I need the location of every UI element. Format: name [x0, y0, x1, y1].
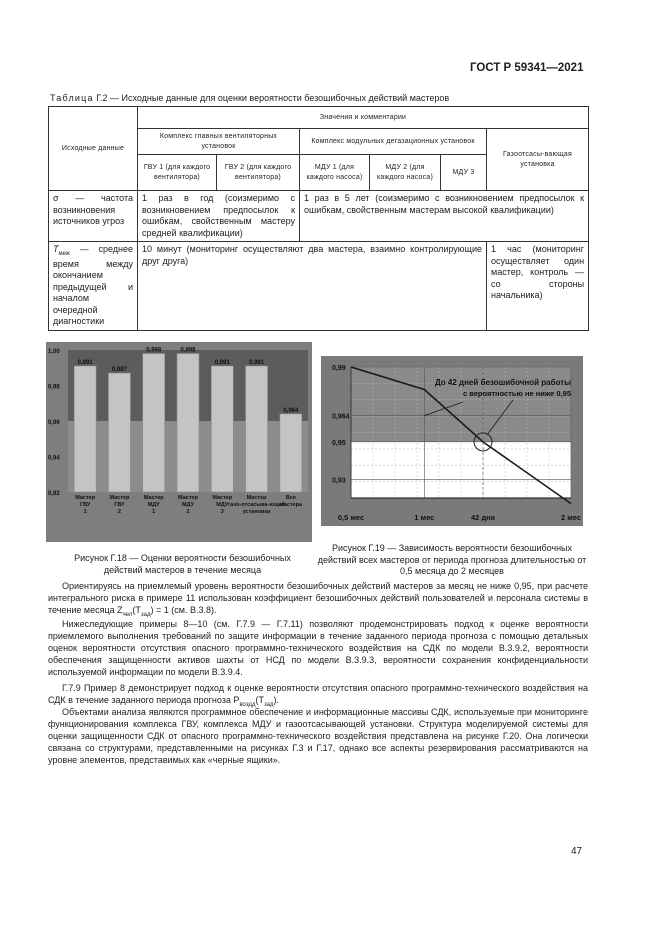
bar-category-label: МДУ [216, 502, 229, 508]
header-gvu2: ГВУ 2 (для каждого вентилятора) [217, 155, 300, 191]
paragraph-example-8 [48, 683, 588, 710]
paragraph-3-sub: воздд [239, 701, 256, 708]
paragraph-acceptable-level [48, 581, 588, 619]
bar-category-label: 2 [117, 509, 121, 515]
bar-category-label: Все [285, 495, 296, 501]
bar-value-label: 0,991 [214, 359, 230, 366]
annotation-line-1: До 42 дней безошибочной работы [434, 378, 571, 387]
header-source-data: Исходные данные [49, 107, 138, 191]
y-tick-label: 0,93 [332, 477, 346, 485]
bar-value-label: 0,987 [111, 367, 127, 374]
header-mdu2: МДУ 2 (для каждого насоса) [370, 155, 441, 191]
bar-category-label: МДУ [147, 502, 160, 508]
paragraph-1-sub: чел [122, 611, 133, 618]
paragraph-3-end: ). [273, 694, 280, 705]
header-gvu-group: Комплекс главных вентиляторных установок [138, 129, 300, 155]
row-tmezh-gvu-mdu: 10 минут (мониторинг осуществляют два мастера, взаимно контролирующие друг друга) [138, 242, 487, 331]
bar-category-label: Мастер [178, 495, 198, 501]
paragraph-examples: Нижеследующие примеры 8—10 (см. Г.7.9 — Г.7.11) позволяют продемонстрировать подход к оценке вероятности приемлемого выполнения требований по защите информации в течение заданного периода прогноза с помощью детальных оценок вероятности отсутствия опасного программно-технического воздействия на СДК по модели В.3.9.2, вероятности обеспечения защищенности активов шахты от НСД по модели В.3.9.3, вероятности сохранения конфиденциальности используемой информации по модели В.3.9.4. [48, 619, 588, 677]
bar-value-label: 0,998 [146, 347, 162, 354]
bar [211, 366, 233, 492]
row-tmezh-label [49, 242, 138, 331]
row-sigma-others: 1 раз в 5 лет (соизмеримо с возникновением предпосылок к ошибкам, свойственным мастерам высокой квалификации) [300, 191, 589, 242]
y-tick-label: 0,99 [332, 365, 346, 372]
y-tick-label: 0,95 [332, 439, 346, 447]
bar-category-label: ГВУ [114, 502, 125, 508]
table-caption-prefix: Таблица [50, 93, 94, 103]
x-tick-label: 0,5 мес [337, 513, 365, 522]
tmezh-symbol: T [53, 244, 59, 255]
paragraph-1-text: Ориентируясь на приемлемый уровень вероятности безошибочных действий мастеров за месяц не ниже 0,95, при расчете интегрального риска в примере 11 использован коэффициент безошибочных действий пользователей и персонала системы в течение месяца Z [48, 581, 588, 615]
row-sigma-label: σ — частота возникновения источников угроз [49, 191, 138, 242]
header-mdu3: МДУ 3 [441, 155, 487, 191]
paragraph-3-tail: (T [255, 694, 264, 705]
bar [74, 366, 96, 492]
bar-category-label: 2 [186, 509, 190, 515]
table-caption-text: Г.2 — Исходные данные для оценки вероятности безошибочных действий мастеров [93, 93, 450, 103]
x-tick-label: 42 дня [470, 513, 496, 522]
bar [108, 373, 130, 492]
bar-value-label: 0,991 [77, 359, 93, 366]
bar [143, 354, 165, 492]
figure-19-line-chart [321, 356, 583, 526]
x-tick-label: 1 мес [414, 513, 435, 522]
bar-category-label: 1 [83, 509, 87, 515]
bar-category-label: газо-отсасыва-ющей [228, 502, 286, 508]
paragraph-3-sub2: зад [263, 701, 274, 708]
figure-18-bar-chart [46, 342, 312, 542]
figure-18-caption: Рисунок Г.18 — Оценки вероятности безошибочных действий мастеров в течение месяца [74, 553, 291, 575]
bar [280, 414, 302, 492]
header-gas-unit: Газоотсасы-вающая установка [487, 129, 589, 191]
bar-category-label: установки [242, 509, 271, 515]
bar-category-label: Мастер [75, 495, 96, 501]
tmezh-subscript: меж [58, 250, 70, 257]
bar-category-label: ГВУ [79, 502, 91, 508]
bar-category-label: мастера [279, 502, 303, 508]
y-tick-label: 0,96 [48, 420, 60, 426]
page-number: 47 [571, 846, 583, 857]
paragraph-analysis-objects: Объектами анализа являются программное обеспечение и информационные массивы СДК, используемые при мониторинге функционирования комплекса ГВУ, комплекса МДУ и газоотсасывающей установки. Структура моделируемой системы для оценки защищенности СДК от опасного программно-технического воздействия представлена на рисунке Г.20. Она логически связана со структурами, представленными на рисунках Г.3 и Г.17, однако все аспекты резервирования рассматриваются на уровне элементов, представимых как «черные ящики». [48, 707, 588, 765]
bar-value-label: 0,998 [180, 347, 196, 354]
x-tick-label: 2 мес [560, 513, 582, 522]
paragraph-3-text: Г.7.9 Пример 8 демонстрирует подход к оценке вероятности отсутствия опасного программно-технического воздействия на СДК в течение заданного периода прогноза P [48, 683, 588, 705]
header-mdu1: МДУ 1 (для каждого насоса) [300, 155, 370, 191]
figure-19-caption: Рисунок Г.19 — Зависимость вероятности безошибочных действий всех мастеров от периода прогноза длительностью от 0,5 месяца до 2 месяцев [317, 543, 587, 577]
header-values: Значения и комментарии [138, 107, 589, 129]
bar-category-label: 1 [152, 509, 156, 515]
y-tick-label: 0,92 [48, 491, 60, 497]
bar-category-label: 3 [220, 509, 224, 515]
annotation-line-2: с вероятностью не ниже 0,95 [462, 389, 571, 398]
y-tick-label: 0,98 [48, 384, 60, 391]
bar-category-label: Мастер [212, 495, 233, 501]
paragraph-1-tail: (T [132, 604, 141, 615]
y-tick-label: 1,00 [48, 349, 60, 355]
paragraph-1-sub2: зад [140, 611, 151, 618]
bar-category-label: Мастер [143, 495, 164, 501]
source-data-table [48, 106, 589, 331]
standard-header: ГОСТ Р 59341—2021 [470, 62, 584, 74]
row-tmezh-gas: 1 час (мониторинг осуществляет один мастер, контроль — со стороны начальника) [487, 242, 589, 331]
bar-category-label: Мастер [246, 495, 267, 501]
header-gvu1: ГВУ 1 (для каждого вентилятора) [138, 155, 217, 191]
header-mdu-group: Комплекс модульных дегазационных установок [300, 129, 487, 155]
bar-category-label: МДУ [182, 502, 194, 508]
bar [246, 366, 268, 492]
y-tick-label: 0,964 [332, 413, 350, 421]
y-tick-label: 0,94 [48, 455, 60, 462]
row-sigma-gvu: 1 раз в год (соизмеримо с возникновением предпосылок к ошибкам, свойственным мастеру средней квалификации) [138, 191, 300, 242]
bar-category-label: Мастер [109, 495, 130, 501]
paragraph-1-end: ) = 1 (см. В.3.8). [150, 604, 217, 615]
line-chart-below-threshold-zone [351, 442, 571, 498]
bar [177, 354, 199, 492]
bar-value-label: 0,991 [249, 359, 265, 366]
table-caption [50, 93, 449, 103]
tmezh-label-text: — среднее время между окончанием предыдущей и началом очередной диагностики [53, 244, 133, 327]
bar-value-label: 0,964 [283, 407, 299, 414]
